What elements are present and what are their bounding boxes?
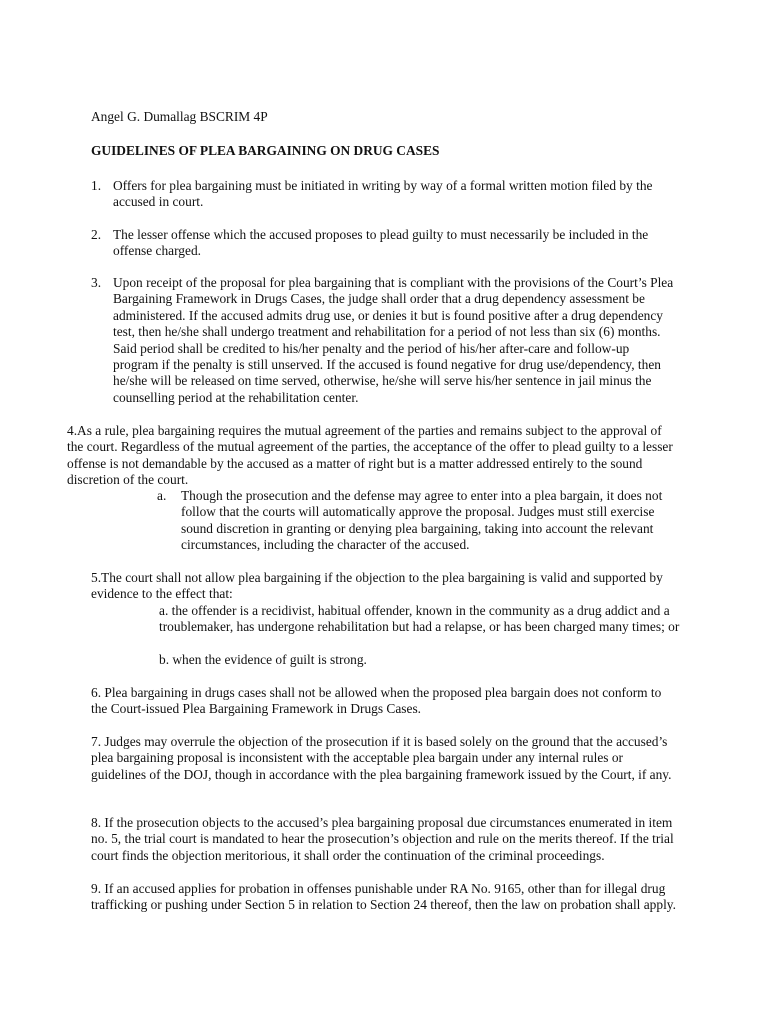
paragraph-4-subitem-a bbox=[157, 488, 680, 554]
subitem-text: Though the prosecution and the defense may agree to enter into a plea bargain, it does not follow that the courts will automatically approve the proposal. Judges must still exercise sound discretion in granting or denying plea bargaining, taking into account the relevant circumstances, including the character of the accused. bbox=[181, 488, 663, 553]
paragraph-5-subitem-b: b. when the evidence of guilt is strong. bbox=[159, 652, 367, 667]
item-number: 1. bbox=[91, 178, 102, 193]
paragraph-9: 9. If an accused applies for probation in offenses punishable under RA No. 9165, other than for illegal drug trafficking or pushing under Section 5 in relation to Section 24 thereof, then the law on probation shall apply. bbox=[91, 881, 676, 913]
item-text: The lesser offense which the accused proposes to plead guilty to must necessarily be included in the offense charged. bbox=[113, 227, 649, 259]
numbered-item-3 bbox=[91, 275, 677, 406]
subitem-label: a. bbox=[157, 488, 167, 503]
paragraph-4: 4.As a rule, plea bargaining requires the mutual agreement of the parties and remains subject to the approval of the court. Regardless of the mutual agreement of the parties, the acceptance of the offer to plead guilty to a lesser offense is not demandable by the accused as a matter of right but is a matter addressed entirely to the sound discretion of the court. bbox=[67, 423, 673, 488]
paragraph-6: 6. Plea bargaining in drugs cases shall not be allowed when the proposed plea bargain does not conform to the Court-issued Plea Bargaining Framework in Drugs Cases. bbox=[91, 685, 662, 717]
item-text: Offers for plea bargaining must be initiated in writing by way of a formal written motion filed by the accused in court. bbox=[113, 178, 653, 210]
item-number: 2. bbox=[91, 227, 102, 242]
numbered-item-2 bbox=[91, 227, 677, 260]
document-title: GUIDELINES OF PLEA BARGAINING ON DRUG CASES bbox=[91, 143, 440, 158]
item-number: 3. bbox=[91, 275, 102, 290]
paragraph-5-subitem-a: a. the offender is a recidivist, habitual offender, known in the community as a drug addict and a troublemaker, has undergone rehabilitation but had a relapse, or has been charged many times; or bbox=[159, 603, 680, 635]
paragraph-5: 5.The court shall not allow plea bargaining if the objection to the plea bargaining is valid and supported by evidence to the effect that: bbox=[91, 570, 663, 602]
item-text: Upon receipt of the proposal for plea bargaining that is compliant with the provisions of the Court’s Plea Bargaining Framework in Drugs Cases, the judge shall order that a drug dependency assessment be administered. If the accused admits drug use, or denies it but is found positive after a drug dependency test, then he/she shall undergo treatment and rehabilitation for a period of not less than six (6) months. Said period shall be credited to his/her penalty and the period of his/her after-care and follow-up program if the penalty is still unserved. If the accused is found negative for drug use/dependency, then he/she will be released on time served, otherwise, he/she will serve his/her sentence in jail minus the counselling period at the rehabilitation center. bbox=[113, 275, 674, 405]
author-line: Angel G. Dumallag BSCRIM 4P bbox=[91, 109, 268, 124]
numbered-item-1 bbox=[91, 178, 677, 211]
paragraph-8: 8. If the prosecution objects to the accused’s plea bargaining proposal due circumstances enumerated in item no. 5, the trial court is mandated to hear the prosecution’s objection and rule on the merits thereof. If the trial court finds the objection meritorious, it shall order the continuation of the criminal proceedings. bbox=[91, 815, 674, 863]
paragraph-7: 7. Judges may overrule the objection of the prosecution if it is based solely on the ground that the accused’s plea bargaining proposal is inconsistent with the acceptable plea bargain under any internal rules or guidelines of the DOJ, though in accordance with the plea bargaining framework issued by the Court, if any. bbox=[91, 734, 672, 782]
